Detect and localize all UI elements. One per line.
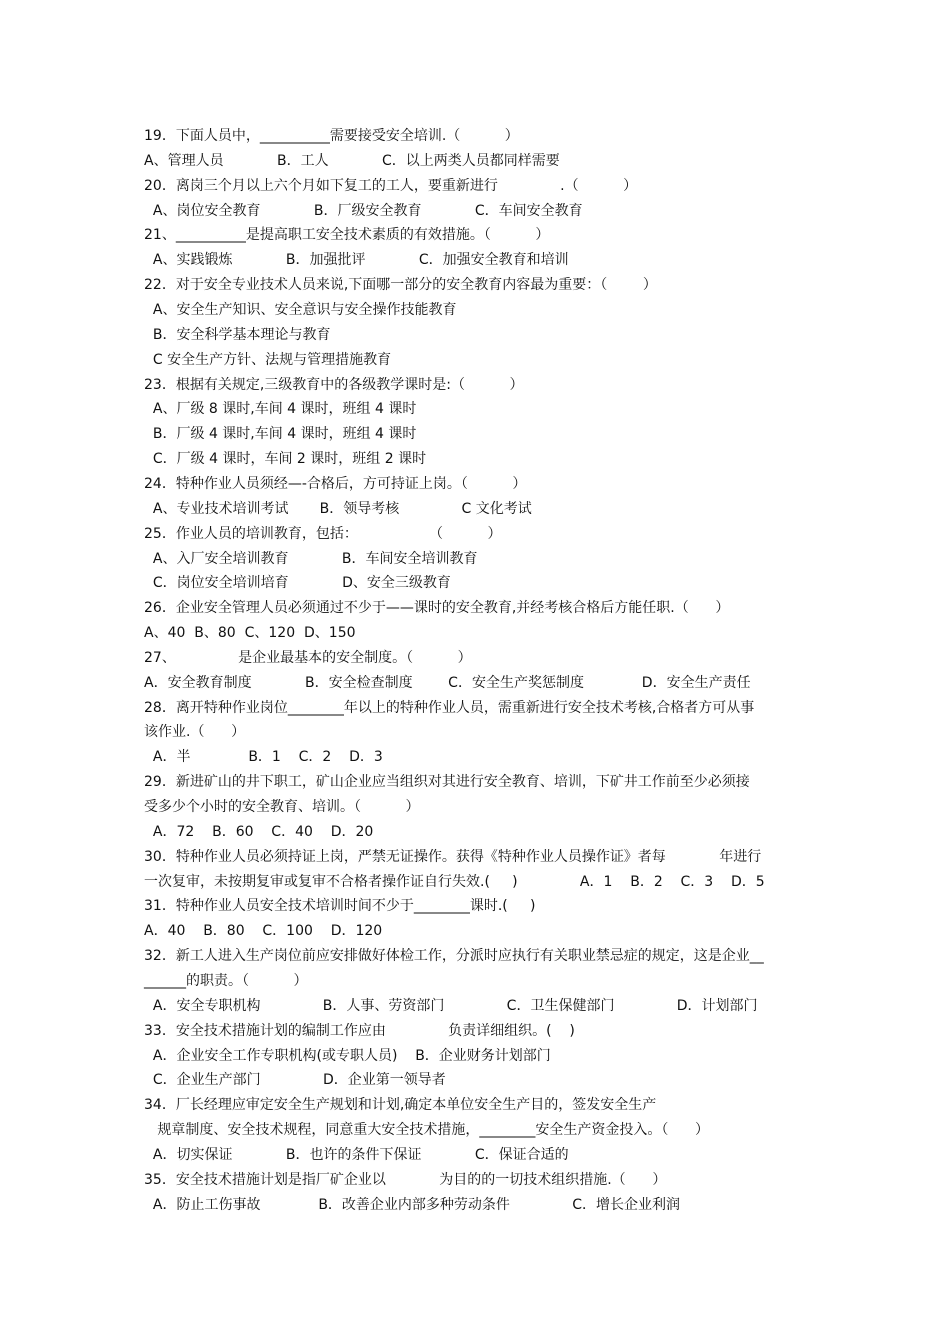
text-line: A、专业技术培训考试 B．领导考核 C 文化考试 bbox=[144, 500, 532, 517]
text-line: C．企业生产部门 D．企业第一领导者 bbox=[144, 1072, 446, 1089]
text-line: ______的职责。（ ） bbox=[144, 972, 308, 989]
text-line: A．72 B．60 C．40 D．20 bbox=[144, 823, 374, 840]
text-line: A．企业安全工作专职机构(或专职人员) B．企业财务计划部门 bbox=[144, 1047, 551, 1064]
text-line: C 安全生产方针、法规与管理措施教育 bbox=[144, 351, 392, 368]
text-line: 21、__________是提高职工安全技术素质的有效措施。（ ） bbox=[144, 227, 550, 244]
text-line: 该作业.（ ） bbox=[144, 724, 246, 741]
text-line: 35．安全技术措施计划是指厂矿企业以 为目的的一切技术组织措施.（ ） bbox=[144, 1171, 667, 1188]
text-line: A、岗位安全教育 B．厂级安全教育 C．车间安全教育 bbox=[144, 202, 583, 219]
text-line: A．安全专职机构 B．人事、劳资部门 C．卫生保健部门 D．计划部门 bbox=[144, 997, 758, 1014]
text-line: 20．离岗三个月以上六个月如下复工的工人，要重新进行 .（ ） bbox=[144, 177, 638, 194]
text-line: A、安全生产知识、安全意识与安全操作技能教育 bbox=[144, 302, 457, 318]
text-line: B．安全科学基本理论与教育 bbox=[144, 326, 331, 343]
text-line: 29．新进矿山的井下职工，矿山企业应当组织对其进行安全教育、培训，下矿井工作前至少必须接 bbox=[144, 774, 750, 791]
text-line: B．厂级 4 课时,车间 4 课时，班组 4 课时 bbox=[144, 426, 417, 443]
text-line: A．防止工伤事故 B．改善企业内部多种劳动条件 C．增长企业利润 bbox=[144, 1196, 681, 1213]
text-line: 26．企业安全管理人员必须通过不少于——课时的安全教育,并经考核合格后方能任职.（ ） bbox=[144, 600, 730, 617]
text-line: 31．特种作业人员安全技术培训时间不少于________课时.( ) bbox=[144, 898, 536, 915]
text-line: 27、 是企业最基本的安全制度。（ ） bbox=[144, 649, 472, 666]
text-line: C．岗位安全培训培育 D、安全三级教育 bbox=[144, 575, 451, 592]
text-line: 32．新工人进入生产岗位前应安排做好体检工作，分派时应执行有关职业禁忌症的规定，这是企业__ bbox=[144, 948, 764, 965]
text-line: A．安全教育制度 B．安全检查制度 C．安全生产奖惩制度 D．安全生产责任 bbox=[144, 674, 751, 691]
text-line: A．40 B．80 C．100 D．120 bbox=[144, 923, 383, 940]
text-line: A、实践锻炼 B．加强批评 C．加强安全教育和培训 bbox=[144, 252, 569, 269]
text-line: 受多少个小时的安全教育、培训。（ ） bbox=[144, 799, 420, 815]
text-line: 规章制度、安全技术规程，同意重大安全技术措施，________安全生产资金投入。（ ） bbox=[144, 1122, 710, 1138]
text-line: 23．根据有关规定,三级教育中的各级教学课时是:（ ） bbox=[144, 376, 524, 393]
text-line: A．半 B．1 C．2 D．3 bbox=[144, 749, 383, 766]
text-line: A．切实保证 B．也许的条件下保证 C．保证合适的 bbox=[144, 1146, 569, 1163]
text-line: 一次复审，未按期复审或复审不合格者操作证自行失效.( ) A．1 B．2 C．3 D．5 bbox=[144, 873, 765, 890]
text-line: 34．厂长经理应审定安全生产规划和计划,确定本单位安全生产目的，签发安全生产 bbox=[144, 1097, 657, 1114]
text-line: 24．特种作业人员须经—-合格后，方可持证上岗。（ ） bbox=[144, 475, 527, 492]
text-line: 22．对于安全专业技术人员来说,下面哪一部分的安全教育内容最为重要：（ ） bbox=[144, 277, 657, 294]
text-line: C．厂级 4 课时，车间 2 课时，班组 2 课时 bbox=[144, 451, 427, 468]
text-line: 28．离开特种作业岗位________年以上的特种作业人员，需重新进行安全技术考核,合格者方可从事 bbox=[144, 699, 755, 716]
text-line: A、入厂安全培训教育 B．车间安全培训教育 bbox=[144, 550, 478, 567]
text-line: 33．安全技术措施计划的编制工作应由 负责详细组织。( ) bbox=[144, 1022, 575, 1039]
text-line: 25．作业人员的培训教育，包括： （ ） bbox=[144, 525, 502, 542]
text-line: A、厂级 8 课时,车间 4 课时，班组 4 课时 bbox=[144, 401, 417, 418]
text-line: 19．下面人员中，__________需要接受安全培训.（ ） bbox=[144, 128, 519, 144]
text-line: 30．特种作业人员必须持证上岗，严禁无证操作。获得《特种作业人员操作证》者每 年进行 bbox=[144, 848, 762, 865]
text-line: A、管理人员 B．工人 C．以上两类人员都同样需要 bbox=[144, 152, 560, 169]
text-line: A、40 B、80 C、120 D、150 bbox=[144, 625, 356, 641]
